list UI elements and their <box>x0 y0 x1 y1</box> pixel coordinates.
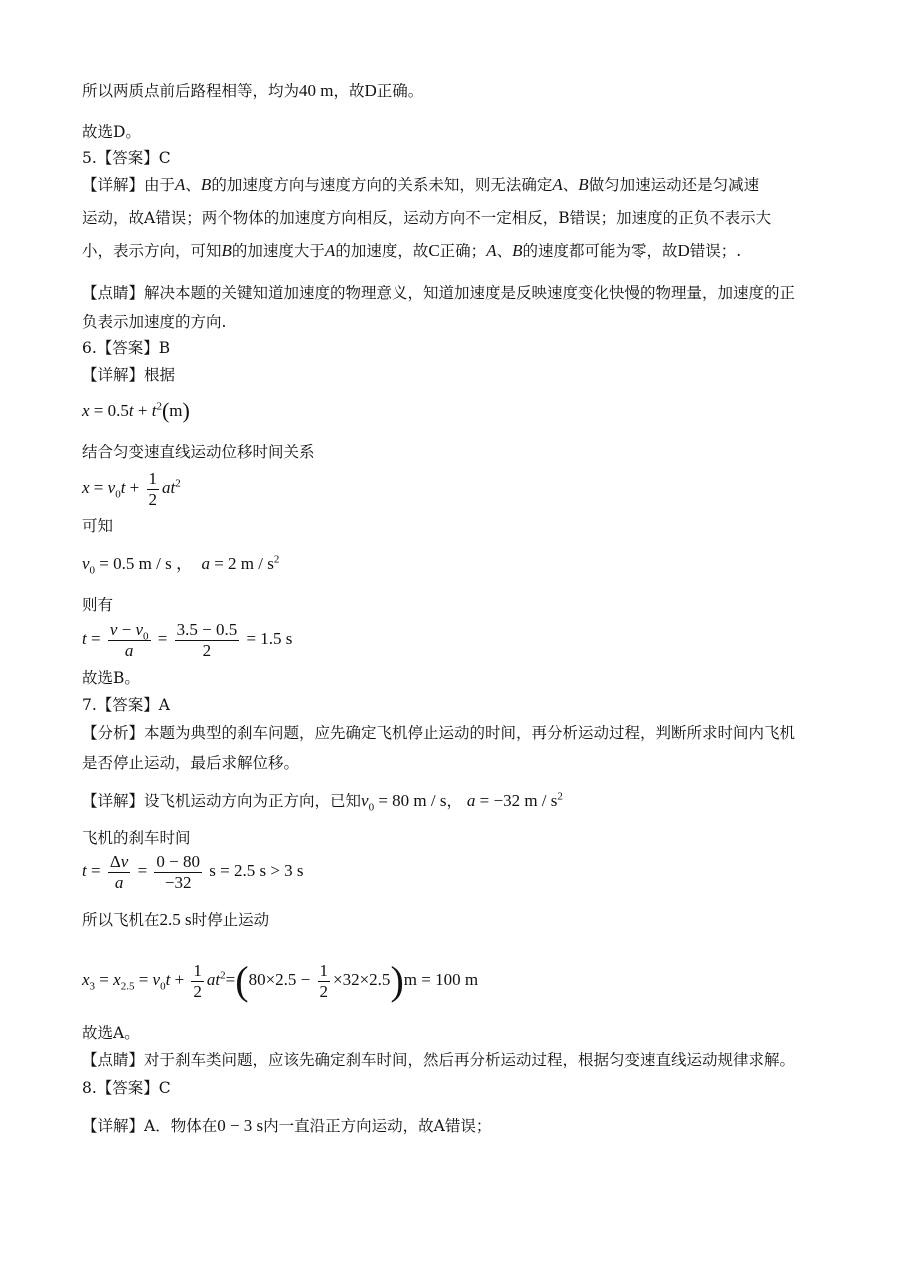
text-line-2: 故选D。 <box>82 123 141 141</box>
q5-detail-1: 【详解】由于A、B的加速度方向与速度方向的关系未知，则无法确定A、B做匀加速运动还是匀减速 <box>82 175 760 194</box>
q5-answer: 5.【答案】C <box>82 149 171 167</box>
q5-detail-3: 小，表示方向，可知B的加速度大于A的加速度，故C正确；A、B的速度都可能为零，故D错误；. <box>82 241 742 260</box>
q7-text-1: 飞机的刹车时间 <box>82 829 191 847</box>
q6-detail: 【详解】根据 <box>82 366 176 384</box>
q6-answer: 6.【答案】B <box>82 339 171 357</box>
q5-note-2: 负表示加速度的方向. <box>82 313 227 331</box>
q8-answer: 8.【答案】C <box>82 1079 171 1097</box>
q7-note: 【点睛】对于刹车类问题，应该先确定刹车时间，然后再分析运动过程，根据匀变速直线运动规律求解。 <box>82 1051 796 1069</box>
q7-answer: 7.【答案】A <box>82 696 170 714</box>
q6-equation-3: $v_0 = 0.5$ m / s ， a = 2 m / $s^2$ <box>82 553 280 577</box>
q7-analysis-2: 是否停止运动，最后求解位移。 <box>82 754 300 772</box>
q6-text-2: 可知 <box>82 517 114 535</box>
q7-text-2: 所以飞机在2.5 s时停止运动 <box>82 910 270 929</box>
q6-text-3: 则有 <box>82 596 114 614</box>
q5-note-1: 【点睛】解决本题的关键知道加速度的物理意义，知道加速度是反映速度变化快慢的物理量，加速度的正 <box>82 284 796 302</box>
q6-equation-1: $x = 0.5t + t^2(m)$ <box>82 398 190 423</box>
q6-select: 故选B。 <box>82 669 140 687</box>
text-line-1: 所以两质点前后路程相等，均为40 m，故D正确。 <box>82 81 424 100</box>
q7-equation-1: t = $\frac{\Delta v}{a}$ = $\frac{0 - 80}{-32}$ s = 2.5 s > 3 s <box>82 851 304 892</box>
q8-detail: 【详解】A．物体在0 − 3 s内一直沿正方向运动，故A错误； <box>82 1116 492 1135</box>
q6-text-1: 结合匀变速直线运动位移时间关系 <box>82 443 315 461</box>
q6-equation-2: $x = v_0t$ + $\frac{1}{2}$ $at^2$ <box>82 468 181 509</box>
q5-detail-2: 运动，故A错误；两个物体的加速度方向相反，运动方向不一定相反，B错误；加速度的正负不表示大 <box>82 209 772 227</box>
q7-equation-2: $x_3 = x_{2.5} = v_0t$ + $\frac{1}{2}$ $at^2=(80\times 2.5$ − $\frac{1}{2}$ ×32×2.5)m = 100 m <box>82 958 479 1004</box>
q6-equation-4: t = $\frac{v - v_0}{a}$ = $\frac{3.5 - 0.5}{2}$ = 1.5 s <box>82 619 293 660</box>
q7-detail: 【详解】设飞机运动方向为正方向，已知$v_0 = 80$ m / s， a = −32 m / $s^2$ <box>82 790 563 814</box>
q7-analysis-1: 【分析】本题为典型的刹车问题，应先确定飞机停止运动的时间，再分析运动过程，判断所求时间内飞机 <box>82 724 796 742</box>
q7-select: 故选A。 <box>82 1024 140 1042</box>
